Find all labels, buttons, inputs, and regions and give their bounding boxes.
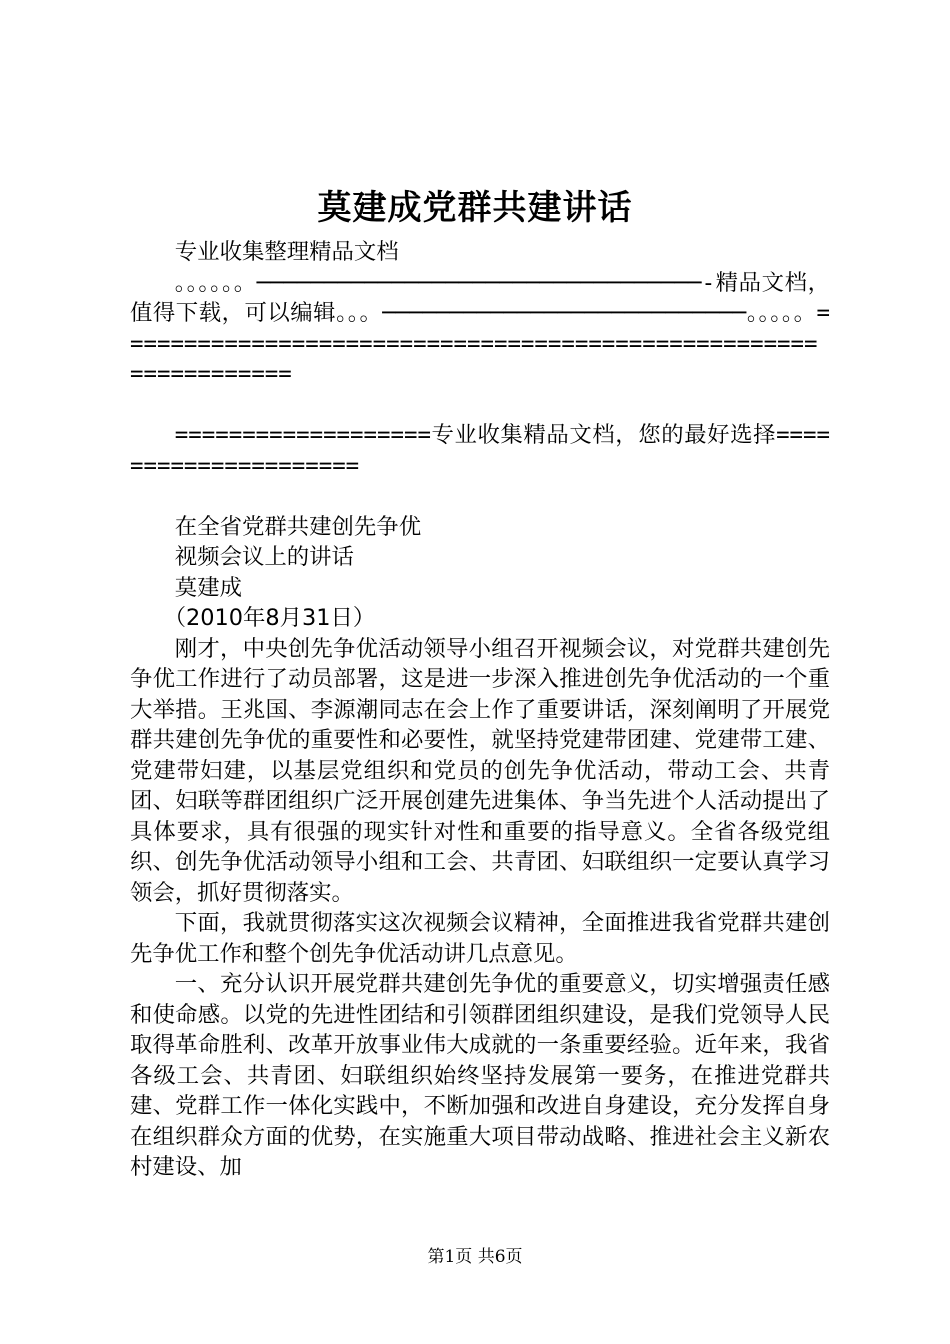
speech-subtitle-line1: 在全省党群共建创先争优 (174, 513, 422, 540)
document-title: 莫建成党群共建讲话 (317, 188, 633, 228)
header-line-best-choice: ===================专业收集精品文档，您的最好选择===================== (130, 422, 830, 479)
blank-line (130, 481, 830, 512)
page-footer: 第1页 共6页 (427, 1247, 523, 1267)
body-paragraph: 一、充分认识开展党群共建创先争优的重要意义，切实增强责任感和使命感。以党的先进性团结和引领群团组织建设，是我们党领导人民取得革命胜利、改革开放事业伟大成就的一条重要经验。近年来，我省各级工会、共青团、妇联组织始终坚持发展第一要务，在推进党群共建、党群工作一体化实践中，不断加强和改进自身建设，充分发挥自身在组织群众方面的优势，在实施重大项目带动战略、推进社会主义新农村建设、加 (130, 971, 830, 1180)
header-line-separator: 。。。。。。─────────────────────────────────-精品文档，值得下载，可以编辑。。。───────────────────────────。。。。。================================================================ (130, 269, 830, 387)
speech-subtitle-line2: 视频会议上的讲话 (174, 544, 354, 570)
blank-line (130, 390, 830, 421)
speech-date: （2010年8月31日） (163, 605, 376, 631)
body-paragraph: 刚才，中央创先争优活动领导小组召开视频会议，对党群共建创先争优工作进行了动员部署，这是进一步深入推进创先争优活动的一个重大举措。王兆国、李源潮同志在会上作了重要讲话，深刻阐明了开展党群共建创先争优的重要性和必要性，就坚持党建带团建、党建带工建、党建带妇建，以基层党组织和党员的创先争优活动，带动工会、共青团、妇联等群团组织广泛开展创建先进集体、争当先进个人活动提出了具体要求，具有很强的现实针对性和重要的指导意义。全省各级党组织、创先争优活动领导小组和工会、共青团、妇联组织一定要认真学习领会，抓好贯彻落实。 (130, 635, 830, 906)
body-paragraph: 下面，我就贯彻落实这次视频会议精神，全面推进我省党群共建创先争优工作和整个创先争优活动讲几点意见。 (130, 910, 830, 967)
speaker-name: 莫建成 (174, 574, 242, 601)
header-line-collection: 专业收集整理精品文档 (174, 239, 399, 265)
document-body (130, 237, 830, 1183)
